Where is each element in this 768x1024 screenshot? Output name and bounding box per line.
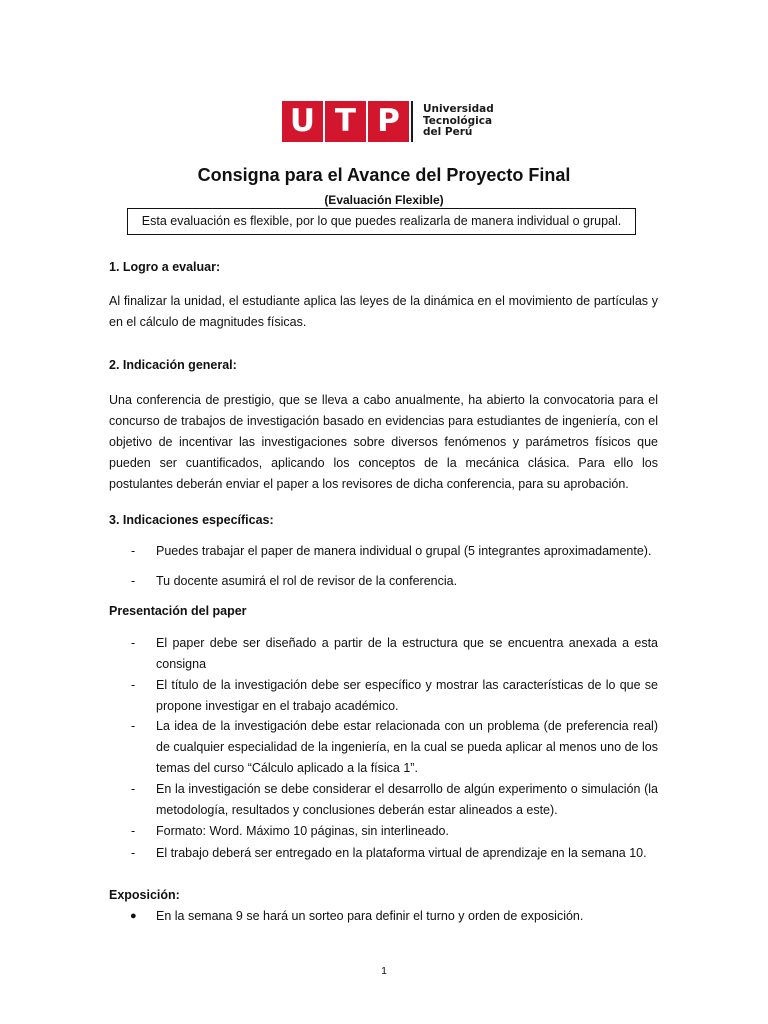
dash-marker: -	[131, 846, 136, 860]
section-heading-exposicion: Exposición:	[109, 888, 180, 902]
logo-university-name	[423, 104, 494, 139]
list-item	[109, 675, 658, 717]
flexible-evaluation-notice: Esta evaluación es flexible, por lo que puedes realizarla de manera individual o grupal.	[127, 208, 636, 235]
logo-letter-t: T	[325, 101, 366, 142]
logo-name-line: Universidad	[423, 103, 494, 116]
list-item	[109, 906, 658, 927]
list-item	[109, 843, 658, 864]
list-item-text: Tu docente asumirá el rol de revisor de la conferencia.	[156, 574, 458, 588]
list-item	[109, 571, 658, 592]
list-item-text: El paper debe ser diseñado a partir de la estructura que se encuentra anexada a esta consigna	[156, 636, 658, 671]
dash-marker: -	[131, 636, 136, 650]
list-item	[109, 541, 658, 562]
list-item-text: Puedes trabajar el paper de manera individual o grupal (5 integrantes aproximadamente).	[156, 544, 652, 558]
list-item	[109, 821, 658, 842]
dash-marker: -	[131, 574, 136, 588]
logo-letter-p: P	[368, 101, 409, 142]
section-heading-indicacion-general: 2. Indicación general:	[109, 358, 237, 372]
bullet-dot-marker: ●	[130, 910, 137, 922]
list-item-text: En la investigación se debe considerar el desarrollo de algún experimento o simulación (la metodología, resultados y conclusiones deberán estar alineados a este).	[156, 782, 658, 817]
dash-marker: -	[131, 719, 136, 733]
list-item-text: Formato: Word. Máximo 10 páginas, sin interlineado.	[156, 824, 449, 838]
list-item-text: El título de la investigación debe ser específico y mostrar las características de lo que se propone investigar en el trabajo académico.	[156, 678, 658, 713]
logo-letter-blocks	[282, 101, 411, 142]
page-number: 1	[381, 965, 387, 977]
list-item	[109, 716, 658, 779]
dash-marker: -	[131, 782, 136, 796]
section-heading-logro: 1. Logro a evaluar:	[109, 260, 221, 274]
dash-marker: -	[131, 544, 136, 558]
section-text-indicacion-general: Una conferencia de prestigio, que se lleva a cabo anualmente, ha abierto la convocatoria para el concurso de trabajos de investigación basado en evidencias para estudiantes de ingeniería, con el objetivo de incentivar las investigaciones sobre diversos fenómenos y parámetros físicos que pueden ser cuantificados, aplicando los conceptos de la mecánica clásica. Para ello los postulantes deberán enviar el paper a los revisores de dicha conferencia, para su aprobación.	[109, 393, 658, 491]
section-text-logro: Al finalizar la unidad, el estudiante aplica las leyes de la dinámica en el movimiento de partículas y en el cálculo de magnitudes físicas.	[109, 294, 658, 329]
logo-name-line: del Perú	[423, 126, 473, 139]
logo-letter-u: U	[282, 101, 323, 142]
logo-name-line: Tecnológica	[423, 114, 493, 127]
dash-marker: -	[131, 678, 136, 692]
list-item-text: El trabajo deberá ser entregado en la plataforma virtual de aprendizaje en la semana 10.	[156, 846, 647, 860]
list-item-text: La idea de la investigación debe estar relacionada con un problema (de preferencia real) de cualquier especialidad de la ingeniería, en la cual se pueda aplicar al menos uno de los temas del curso “Cálculo aplicado a la física 1”.	[156, 719, 658, 775]
document-subtitle: (Evaluación Flexible)	[324, 193, 444, 207]
section-heading-indicaciones-especificas: 3. Indicaciones específicas:	[109, 513, 274, 527]
list-item	[109, 779, 658, 821]
document-title: Consigna para el Avance del Proyecto Final	[197, 165, 571, 185]
list-item-text: En la semana 9 se hará un sorteo para definir el turno y orden de exposición.	[156, 909, 584, 923]
section-heading-presentacion: Presentación del paper	[109, 604, 247, 618]
list-item	[109, 633, 658, 675]
utp-logo	[282, 101, 494, 142]
logo-separator	[411, 101, 413, 142]
dash-marker: -	[131, 824, 136, 838]
